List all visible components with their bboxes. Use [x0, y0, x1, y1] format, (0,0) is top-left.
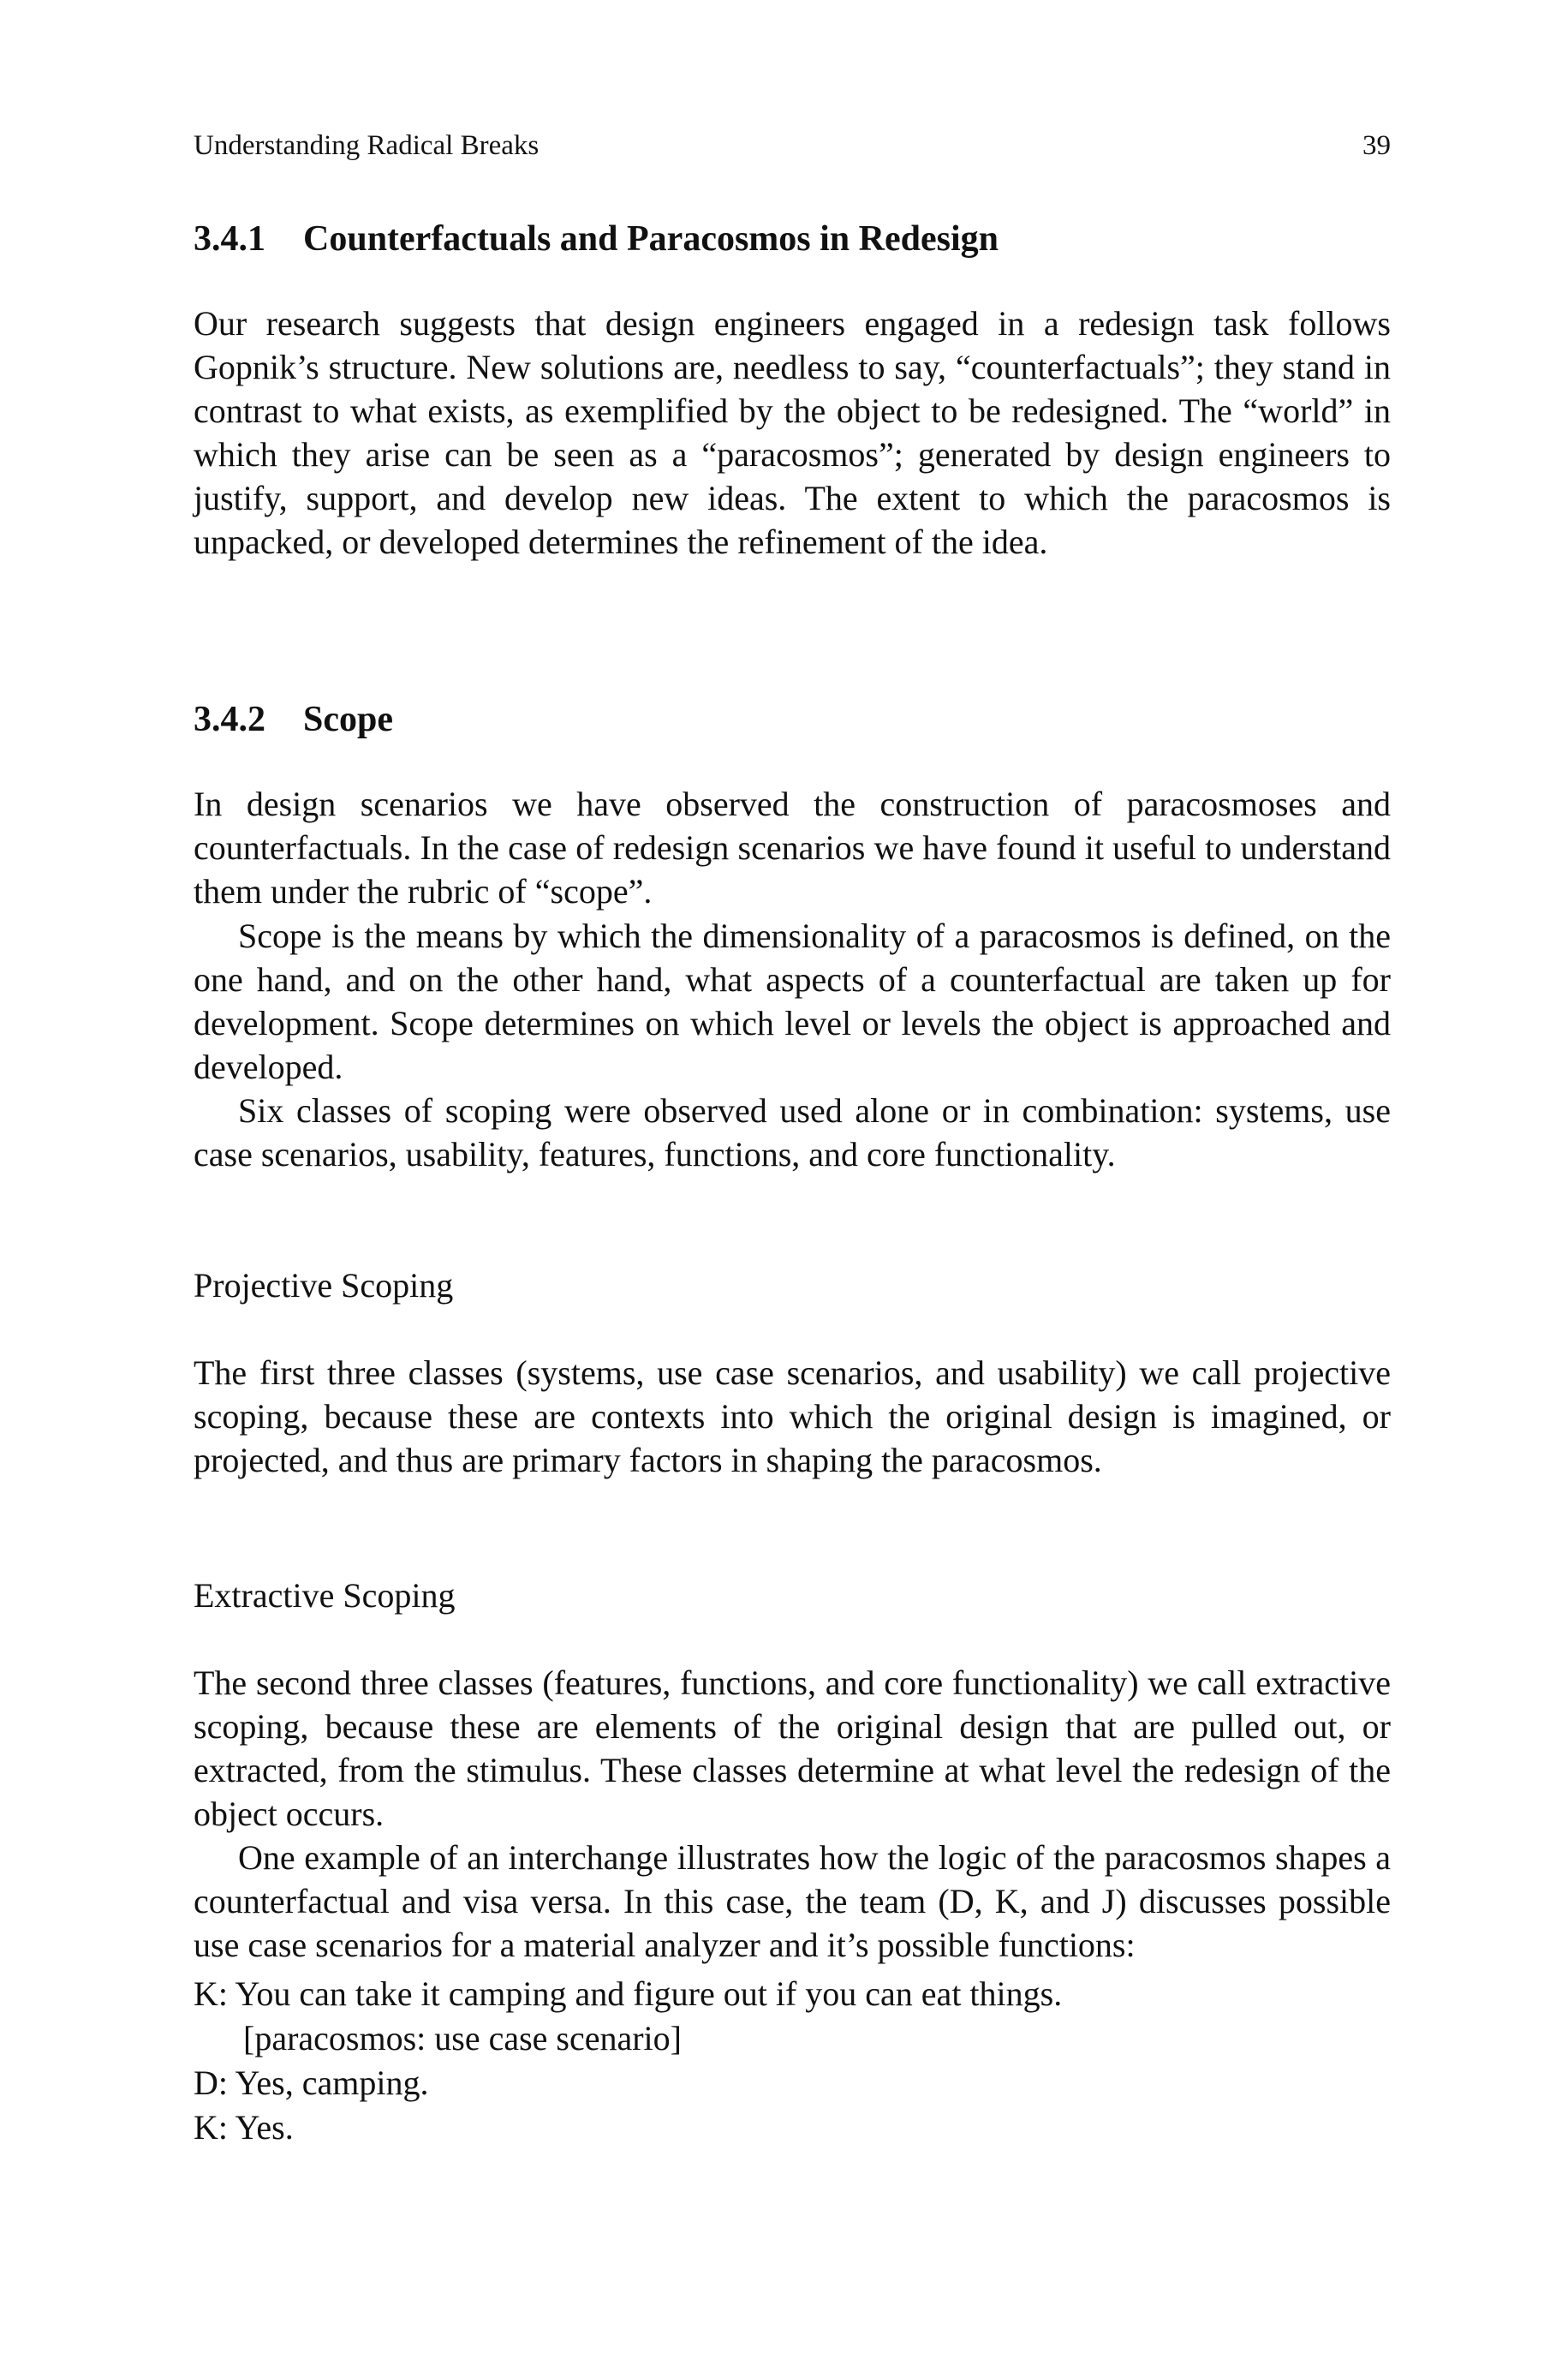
paragraph-six-classes: Six classes of scoping were observed used alone or in combination: systems, use case scenarios, usability, features, functions, and core functionality. [194, 1091, 1391, 1174]
section-heading-3-4-2 [194, 696, 393, 744]
subheading-projective-scoping: Projective Scoping [194, 1266, 454, 1305]
section-title: Scope [303, 700, 393, 739]
section-title: Counterfactuals and Paracosmos in Redesign [303, 219, 999, 259]
paragraph-interchange-example: One example of an interchange illustrates how the logic of the paracosmos shapes a counterfactual and visa versa. In this case, the team (D, K, and J) discusses possible use case scenarios for a material analyzer and it’s possible functions: [194, 1838, 1391, 1964]
dialogue-annotation: [paracosmos: use case scenario] [243, 2019, 682, 2057]
page-number: 39 [1362, 130, 1391, 161]
running-head [194, 127, 1391, 164]
dialogue-transcript [194, 1972, 1391, 2150]
paragraph-extractive-scoping: The second three classes (features, functions, and core functionality) we call extractive scoping, because these are elements of the original design that are pulled out, or extracted, from the stimulus. These classes determine at what level the redesign of the object occurs. [194, 1663, 1391, 1833]
dialogue-line: D: Yes, camping. [194, 2063, 429, 2102]
paragraph-scope-definition: Scope is the means by which the dimensionality of a paracosmos is defined, on the one hand, and on the other hand, what aspects of a counterfactual are taken up for development. Scope determines on which level or levels the object is approached and developed. [194, 917, 1391, 1086]
paragraph-counterfactuals: Our research suggests that design engineers engaged in a redesign task follows Gopnik’s structure. New solutions are, needless to say, “counterfactuals”; they stand in contrast to what exists, as exemplified by the object to be redesigned. The “world” in which they arise can be seen as a “paracosmos”; generated by design engineers to justify, support, and develop new ideas. The extent to which the paracosmos is unpacked, or developed determines the refinement of the idea. [194, 304, 1391, 561]
section-number: 3.4.1 [194, 219, 265, 259]
subheading-extractive-scoping: Extractive Scoping [194, 1576, 456, 1615]
running-head-title: Understanding Radical Breaks [194, 130, 540, 161]
section-heading-3-4-1 [194, 215, 999, 263]
dialogue-line: K: You can take it camping and figure out if you can eat things. [194, 1974, 1063, 2013]
section-number: 3.4.2 [194, 700, 265, 739]
dialogue-line: K: Yes. [194, 2108, 294, 2147]
paragraph-projective-scoping: The first three classes (systems, use case scenarios, and usability) we call projective scoping, because these are contexts into which the original design is imagined, or projected, and thus are primary factors in shaping the paracosmos. [194, 1353, 1391, 1479]
paragraph-scope-intro: In design scenarios we have observed the construction of paracosmoses and counterfactuals. In the case of redesign scenarios we have found it useful to understand them under the rubric of “scope”. [194, 785, 1391, 911]
